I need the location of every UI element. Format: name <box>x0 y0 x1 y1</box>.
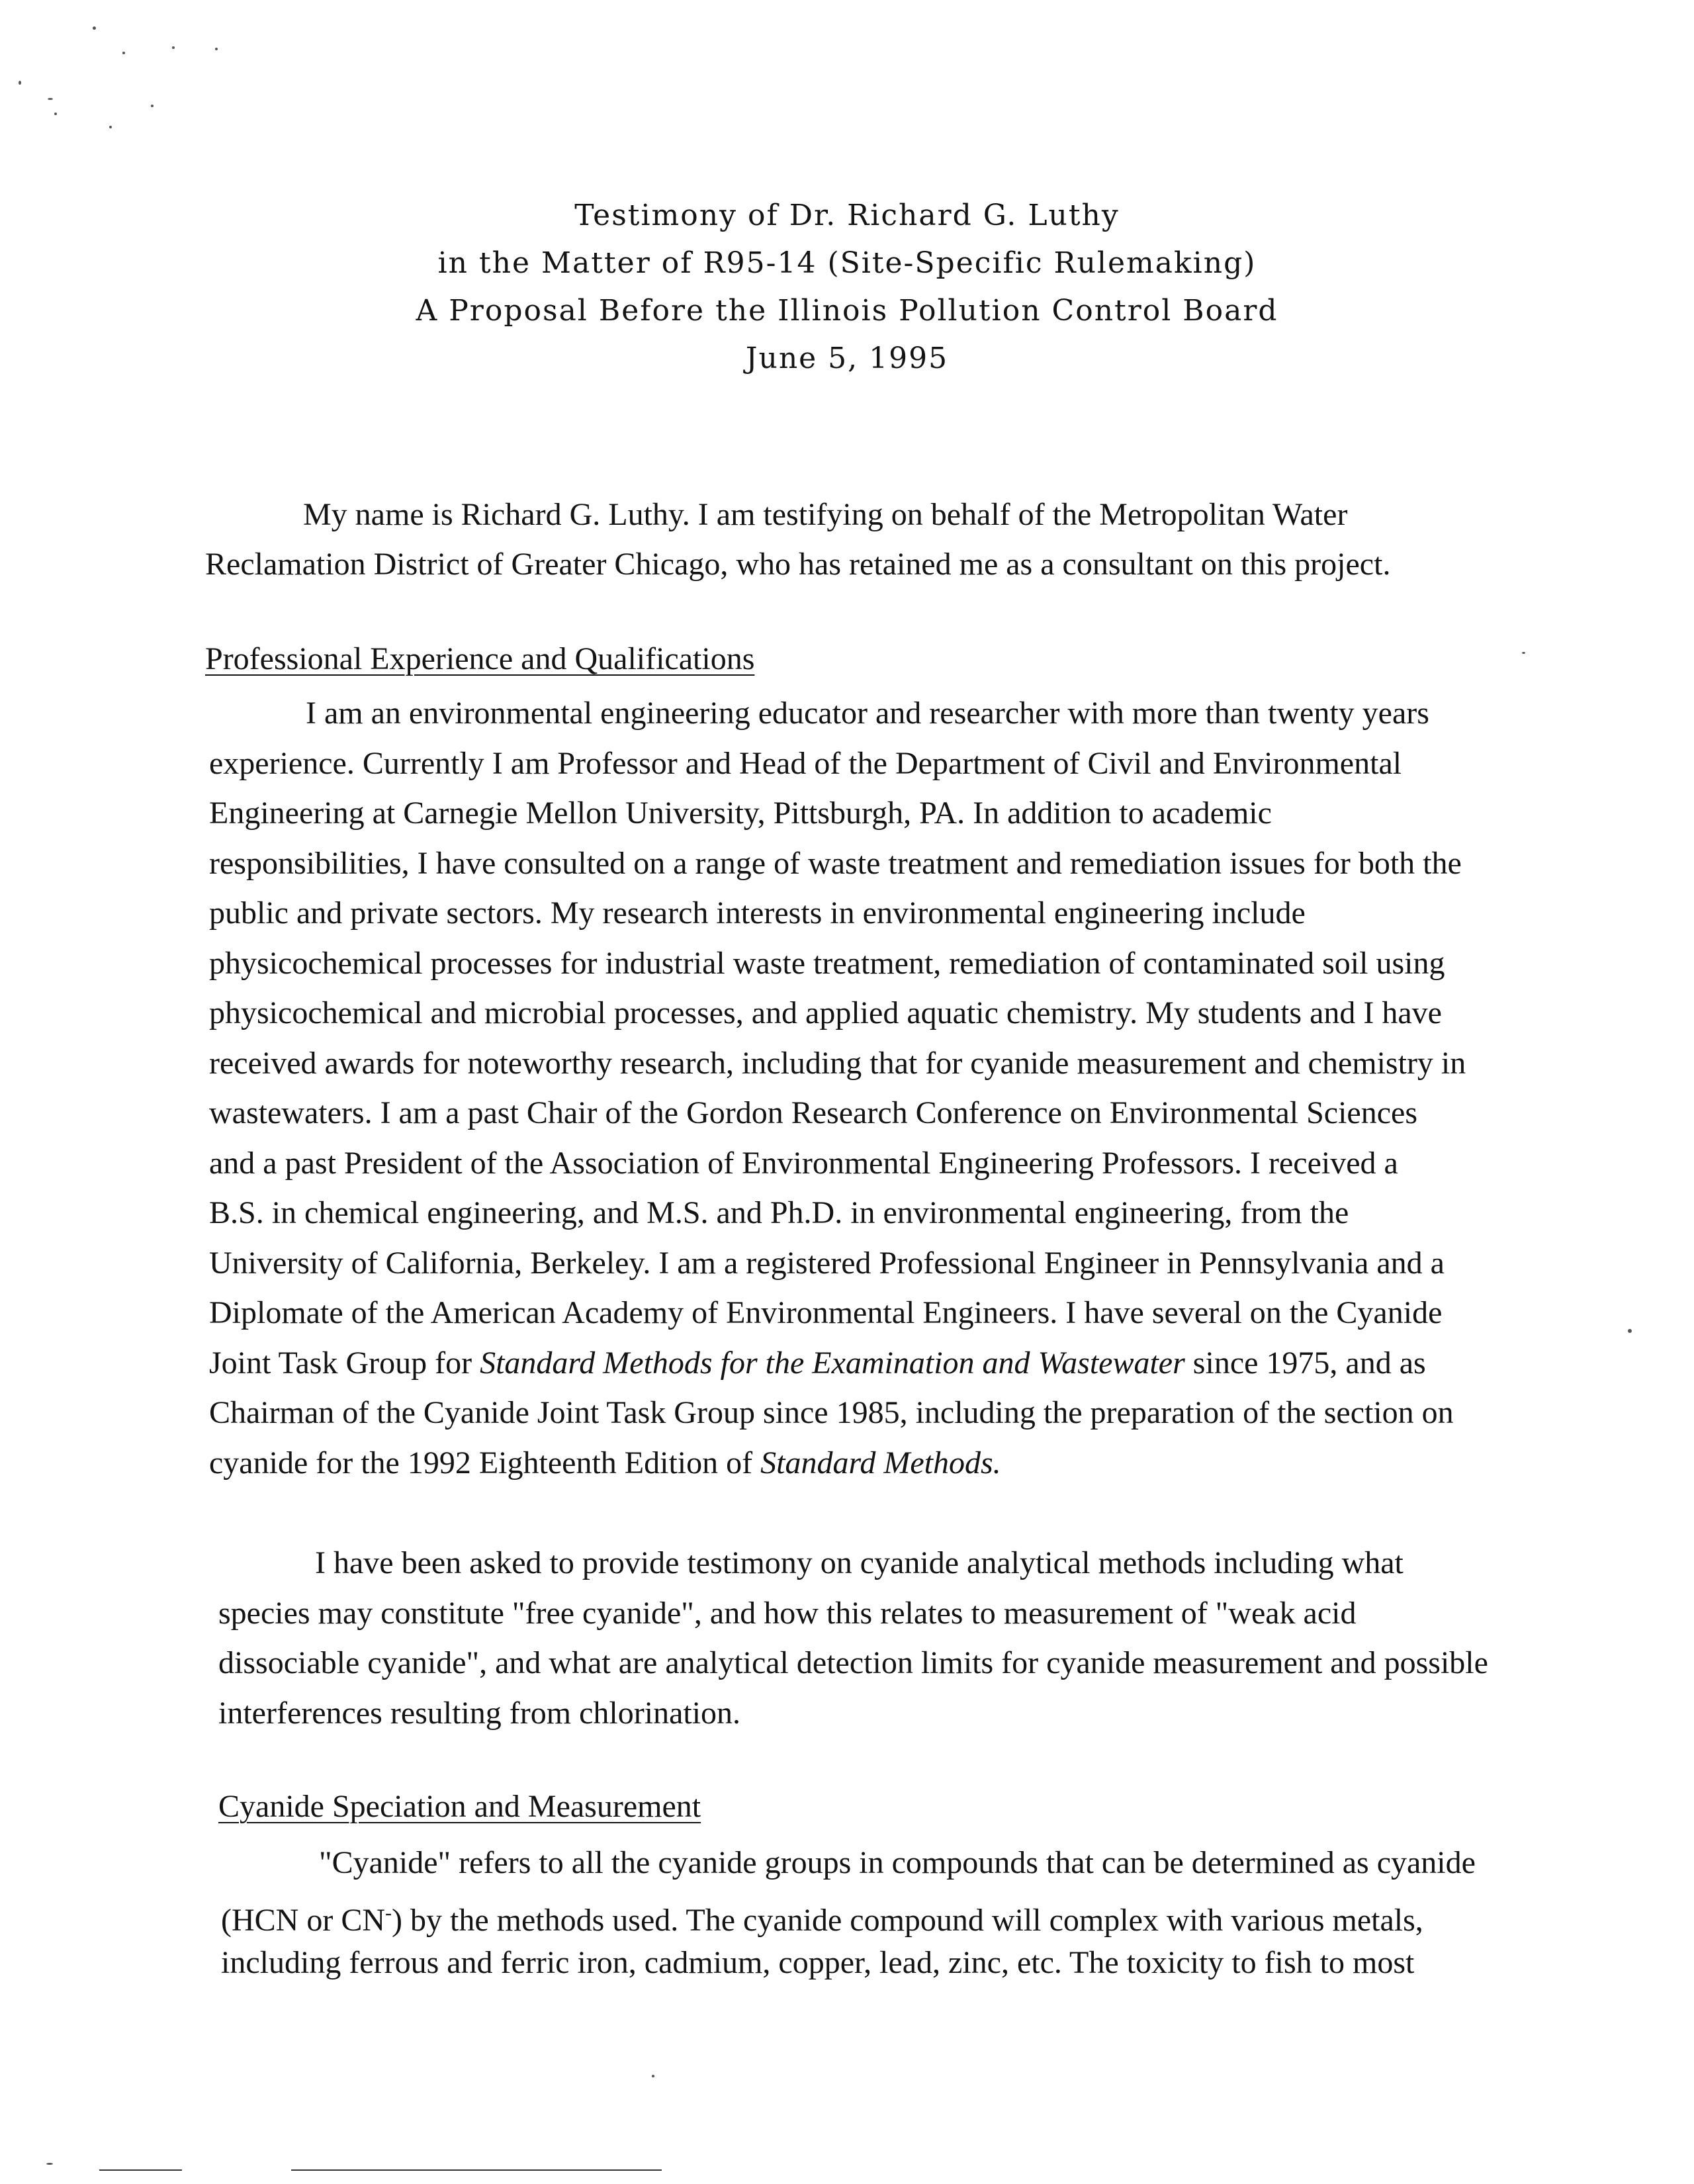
header-proposal: A Proposal Before the Illinois Pollution Control Board <box>416 294 1278 328</box>
text-line: Chairman of the Cyanide Joint Task Group since 1985, including the preparation of the section on <box>209 1395 1454 1430</box>
italic-title: Standard Methods. <box>760 1445 1001 1480</box>
text-line: B.S. in chemical engineering, and M.S. and Ph.D. in environmental engineering, from the <box>209 1195 1349 1230</box>
scan-speck <box>46 2163 53 2165</box>
scan-speck <box>19 81 21 85</box>
scan-speck <box>1522 652 1525 654</box>
superscript: - <box>385 1902 392 1924</box>
text-line: public and private sectors. My research interests in environmental engineering include <box>209 895 1306 931</box>
scan-speck <box>122 52 125 54</box>
text-line: physicochemical processes for industrial waste treatment, remediation of contaminated soil using <box>209 946 1445 981</box>
text-line: dissociable cyanide", and what are analytical detection limits for cyanide measurement and possible <box>218 1645 1488 1680</box>
text-line: I have been asked to provide testimony on cyanide analytical methods including what <box>315 1545 1404 1580</box>
text-line: experience. Currently I am Professor and Head of the Department of Civil and Environmental <box>209 746 1402 781</box>
scan-speck <box>172 46 175 49</box>
text-segment: ) by the methods used. The cyanide compound will complex with various metals, <box>392 1903 1423 1938</box>
section-heading-experience: Professional Experience and Qualifications <box>205 641 755 676</box>
text-line: "Cyanide" refers to all the cyanide groups in compounds that can be determined as cyanide <box>319 1845 1476 1880</box>
text-line: Reclamation District of Greater Chicago, who has retained me as a consultant on this project. <box>205 547 1391 582</box>
scan-speck <box>1628 1329 1632 1333</box>
text-line: I am an environmental engineering educator and researcher with more than twenty years <box>306 696 1429 731</box>
header-date: June 5, 1995 <box>745 341 949 375</box>
text-line <box>221 1888 1423 1946</box>
text-segment: since 1975, and as <box>1184 1345 1426 1381</box>
scan-speck <box>93 26 96 30</box>
scan-speck <box>54 113 57 115</box>
text-line <box>209 1438 1001 1488</box>
scan-speck <box>48 98 53 100</box>
scan-speck <box>109 126 112 128</box>
text-line: My name is Richard G. Luthy. I am testifying on behalf of the Metropolitan Water <box>303 497 1348 532</box>
text-line: Diplomate of the American Academy of Environmental Engineers. I have several on the Cyanide <box>209 1295 1443 1330</box>
scan-speck <box>652 2075 654 2077</box>
text-line: physicochemical and microbial processes, and applied aquatic chemistry. My students and I have <box>209 995 1442 1030</box>
text-line: and a past President of the Association of Environmental Engineering Professors. I received a <box>209 1146 1398 1181</box>
italic-title: Standard Methods for the Examination and Wastewater <box>480 1345 1185 1381</box>
header-matter: in the Matter of R95-14 (Site-Specific Rulemaking) <box>437 246 1257 280</box>
scan-speck <box>215 48 218 50</box>
text-segment: (HCN or CN <box>221 1903 385 1938</box>
text-line: Engineering at Carnegie Mellon University, Pittsburgh, PA. In addition to academic <box>209 796 1272 831</box>
scan-speck <box>151 105 154 107</box>
footnote-rule <box>99 2169 182 2171</box>
text-line: received awards for noteworthy research, including that for cyanide measurement and chemistry in <box>209 1046 1466 1081</box>
text-line: species may constitute "free cyanide", and how this relates to measurement of "weak acid <box>218 1596 1357 1631</box>
text-segment: cyanide for the 1992 Eighteenth Edition of <box>209 1445 761 1480</box>
text-line: including ferrous and ferric iron, cadmium, copper, lead, zinc, etc. The toxicity to fish to most <box>221 1945 1415 1980</box>
text-line: University of California, Berkeley. I am a registered Professional Engineer in Pennsylvania and a <box>209 1246 1445 1281</box>
text-line: responsibilities, I have consulted on a range of waste treatment and remediation issues for both the <box>209 846 1462 881</box>
text-line <box>209 1338 1426 1388</box>
text-line: wastewaters. I am a past Chair of the Gordon Research Conference on Environmental Sciences <box>209 1095 1418 1130</box>
document-header <box>0 192 1694 383</box>
footnote-rule <box>291 2169 662 2171</box>
text-segment: Joint Task Group for <box>209 1345 480 1381</box>
header-title: Testimony of Dr. Richard G. Luthy <box>574 199 1120 232</box>
text-line: interferences resulting from chlorination. <box>218 1696 741 1731</box>
section-heading-cyanide: Cyanide Speciation and Measurement <box>218 1789 701 1824</box>
